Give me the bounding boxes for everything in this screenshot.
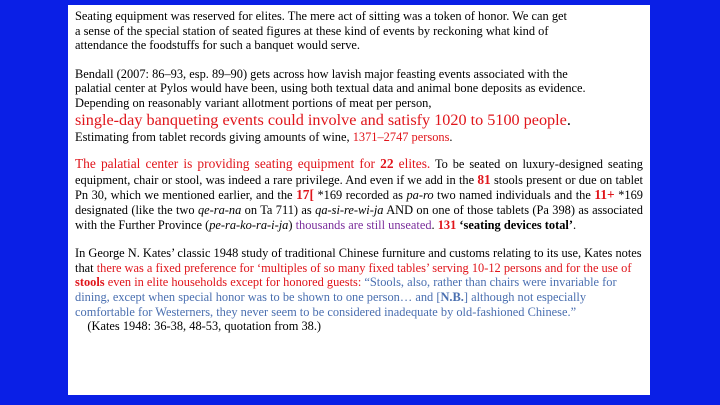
kates-quote-2: ] although not especially comfortable for Westerners, they never seem to be considered inadequate by old-fashioned Chinese.” (75, 289, 587, 319)
count-17: 17[ (296, 187, 314, 203)
seating-text-1: To be seated on luxury-designed seating equipment, chair or stool, was indeed a rare privilege. And even if we add in the (75, 157, 643, 187)
seating-text-5: *169 designated (like the two (75, 188, 643, 217)
bendall-line-3: Depending on reasonably variant allotment portions of meat per person, (75, 95, 432, 110)
spacer (75, 144, 643, 156)
banquet-highlight-line (75, 111, 643, 130)
seating-lead: The palatial center is providing seating equipment for (75, 156, 381, 172)
bendall-paragraph (75, 67, 643, 144)
seating-text-7: AND on one of those tablets (Pa 398) as associated with the Further Province ( (75, 202, 643, 232)
term-qe-ra-na: qe-ra-na (197, 202, 242, 217)
bendall-line-2: palatial center at Pylos would have been, using both textual data and animal bone deposits as evidence. (75, 81, 586, 96)
stool-count-81: 81 (477, 171, 491, 187)
bendall-line-1: Bendall (2007: 86–93, esp. 89–90) gets across how lavish major feasting events associated with the (75, 66, 568, 81)
seating-paragraph (75, 156, 643, 232)
spacer (75, 232, 643, 246)
seating-text-6: on Ta 711) as (241, 202, 316, 217)
kates-quote-1: “Stools, also, rather than chairs were invariable for dining, except when special honor was to be shown to one person… and [ (75, 275, 617, 304)
term-qa-si-re-wi-ja: qa-si-re-wi-ja (315, 202, 384, 217)
wine-range: 1371–2747 persons (352, 129, 450, 144)
seating-text-4: two named individuals and the (433, 188, 595, 203)
kates-stools: stools (75, 275, 105, 290)
seating-text-9: . (431, 217, 438, 232)
kates-red-1: there was a fixed preference for ‘multiples of so many fixed tables’ serving 10-12 persons and for the use of (96, 260, 632, 275)
intro-line-3: attendance the foodstuffs for such a banquet would serve. (75, 38, 361, 53)
wine-estimate-period: . (449, 129, 453, 144)
seating-text-8: ) (288, 217, 296, 232)
total-131: 131 (437, 217, 457, 232)
seating-text-2: stools present or due on tablet Pn 30, which we mentioned earlier, and the (75, 172, 643, 203)
kates-red-2: even in elite households except for honored guests: (104, 275, 365, 290)
banquet-highlight-period: . (566, 110, 571, 129)
kates-nb: N.B. (440, 289, 464, 304)
intro-line-2: a sense of the special station of seated figures at these kind of events by reckoning what kind of (75, 23, 549, 38)
seating-lead-end: elites. (393, 156, 431, 172)
spacer (75, 53, 643, 67)
banquet-highlight: single-day banqueting events could involve and satisfy 1020 to 5100 people (75, 110, 567, 129)
seating-devices-total: ‘seating devices total’ (456, 217, 573, 232)
seating-text-3: *169 recorded as (313, 188, 407, 203)
intro-line-1: Seating equipment was reserved for elites. The mere act of sitting was a token of honor. We can get (75, 9, 567, 23)
kates-paragraph (75, 246, 643, 334)
term-pe-ra-ko-ra-i-ja: pe-ra-ko-ra-i-ja (209, 217, 289, 232)
wine-estimate-text: Estimating from tablet records giving amounts of wine, (75, 129, 353, 144)
slide-content-panel (68, 5, 650, 395)
seating-text-10: . (572, 217, 577, 232)
term-pa-ro: pa-ro (406, 188, 434, 203)
kates-text-1: In George N. Kates’ classic 1948 study of traditional Chinese furniture and customs relating to its use, Kates notes that (75, 246, 642, 275)
wine-estimate-line (75, 130, 643, 145)
intro-paragraph (75, 9, 643, 53)
count-11: 11+ (594, 187, 615, 203)
kates-citation: (Kates 1948: 36-38, 48-53, quotation from 38.) (75, 319, 322, 334)
elite-count: 22 (380, 156, 394, 172)
unseated-note: thousands are still unseated (295, 217, 432, 232)
